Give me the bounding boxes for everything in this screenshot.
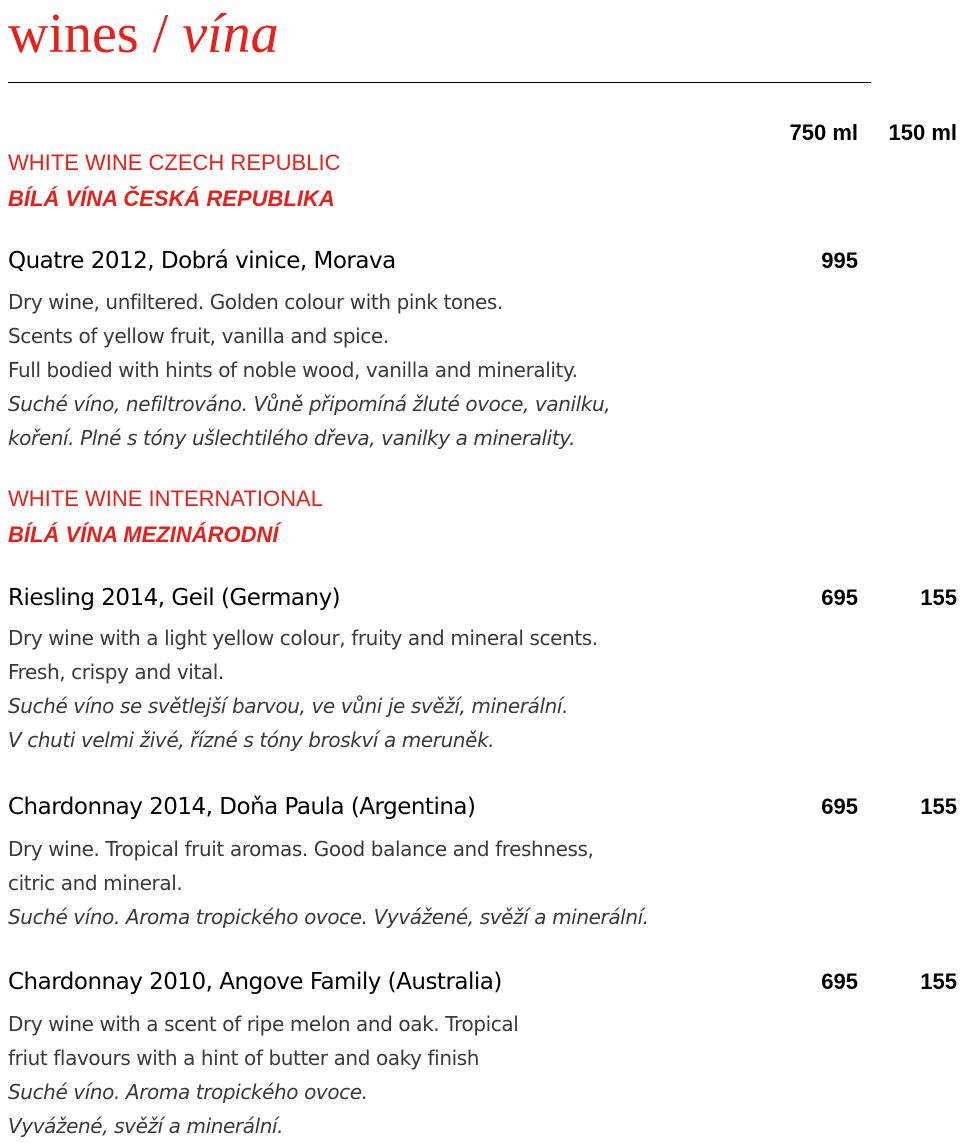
desc-line-cz: koření. Plné s tóny ušlechtilého dřeva, vanilky a minerality. (8, 426, 576, 450)
section-heading-cz: BÍLÁ VÍNA ČESKÁ REPUBLIKA (8, 186, 335, 211)
wine-description (8, 1007, 518, 1143)
section-heading-en: WHITE WINE INTERNATIONAL (8, 486, 323, 511)
wine-price-750: 995 (821, 248, 858, 273)
desc-line-cz: Suché víno se světlejší barvou, ve vůni je svěží, minerální. (8, 694, 569, 718)
section-heading-cz: BÍLÁ VÍNA MEZINÁRODNÍ (8, 522, 279, 547)
wine-name: Quatre 2012, Dobrá vinice, Morava (8, 248, 396, 274)
desc-line-en: friut flavours with a hint of butter and oaky finish (8, 1046, 480, 1070)
wine-price-150: 155 (920, 585, 957, 610)
desc-line-cz: Suché víno, nefiltrováno. Vůně připomíná žluté ovoce, vanilku, (8, 392, 611, 416)
wine-name: Chardonnay 2014, Doňa Paula (Argentina) (8, 794, 476, 820)
wine-name: Riesling 2014, Geil (Germany) (8, 585, 341, 611)
wine-description (8, 621, 598, 757)
desc-line-cz: V chuti velmi živé, řízné s tóny broskví a meruněk. (8, 728, 495, 752)
wine-price-750: 695 (821, 794, 858, 819)
desc-line-en: Dry wine. Tropical fruit aromas. Good balance and freshness, (8, 837, 594, 861)
wine-description (8, 832, 649, 934)
desc-line-en: Dry wine with a scent of ripe melon and oak. Tropical (8, 1012, 519, 1036)
wine-price-150: 155 (920, 794, 957, 819)
page-title (8, 2, 279, 66)
desc-line-en: Fresh, crispy and vital. (8, 660, 224, 684)
desc-line-cz: Suché víno. Aroma tropického ovoce. Vyvážené, svěží a minerální. (8, 905, 649, 929)
title-divider (8, 82, 871, 83)
wine-name: Chardonnay 2010, Angove Family (Australia) (8, 969, 502, 995)
wine-description (8, 285, 610, 455)
column-header-150ml: 150 ml (888, 120, 957, 145)
desc-line-en: Scents of yellow fruit, vanilla and spice. (8, 324, 389, 348)
wine-price-750: 695 (821, 585, 858, 610)
wine-price-150: 155 (920, 969, 957, 994)
desc-line-en: Dry wine, unfiltered. Golden colour with pink tones. (8, 290, 503, 314)
page-title-cz: vína (182, 3, 279, 65)
desc-line-cz: Vyvážené, svěží a minerální. (8, 1114, 284, 1138)
desc-line-en: citric and mineral. (8, 871, 183, 895)
desc-line-en: Dry wine with a light yellow colour, fruity and mineral scents. (8, 626, 598, 650)
section-heading-en: WHITE WINE CZECH REPUBLIC (8, 150, 341, 175)
wine-price-750: 695 (821, 969, 858, 994)
desc-line-cz: Suché víno. Aroma tropického ovoce. (8, 1080, 368, 1104)
desc-line-en: Full bodied with hints of noble wood, vanilla and minerality. (8, 358, 578, 382)
column-header-750ml: 750 ml (789, 120, 858, 145)
page-title-en: wines / (8, 3, 169, 65)
